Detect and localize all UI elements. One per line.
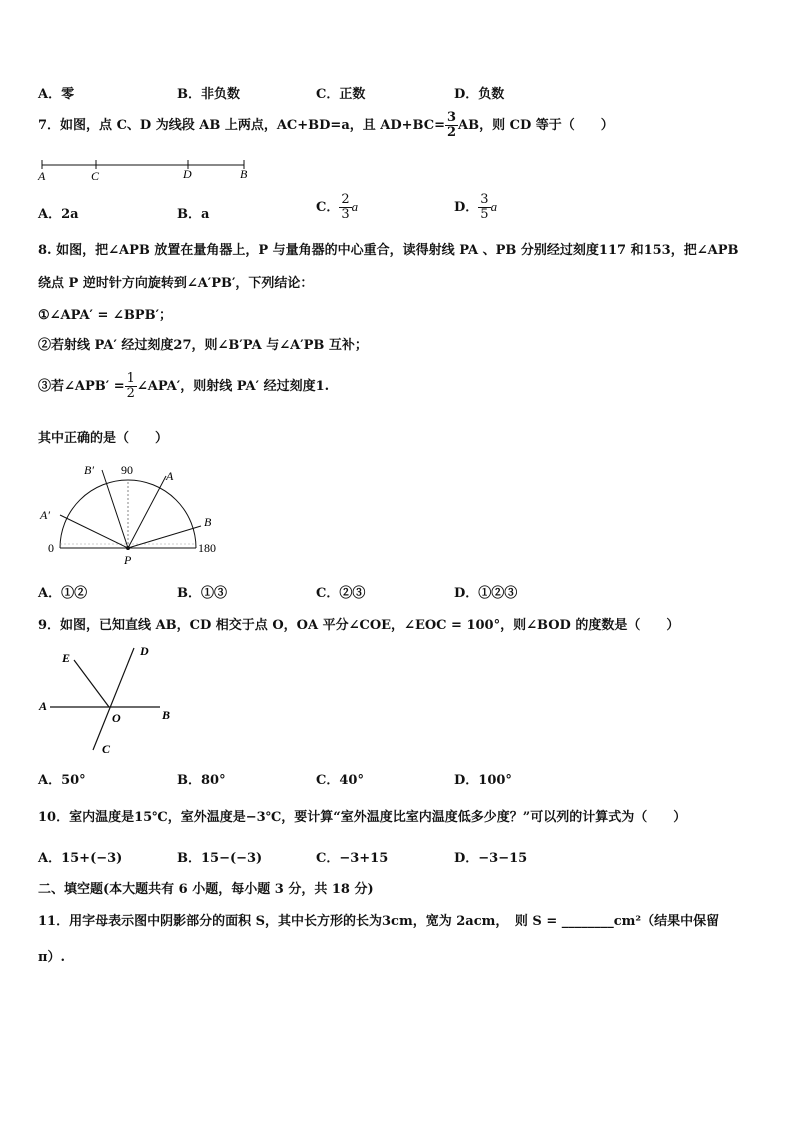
q7-option-c [316, 193, 358, 222]
center-point-p [126, 546, 130, 550]
q9-option-b: B．80° [177, 773, 226, 788]
q6-option-c: C．正数 [316, 87, 366, 102]
label-b-prime: B′ [84, 463, 94, 477]
q7-opt-d-var: a [490, 199, 498, 214]
q11-line1: 11．用字母表示图中阴影部分的面积 S，其中长方形的长为3cm，宽为 2acm， 则 S = ________cm²（结果中保留 [38, 914, 720, 929]
q8-option-d: D．①②③ [454, 586, 518, 601]
q7-opt-d-den: 5 [480, 207, 489, 222]
ray-pa [128, 476, 166, 548]
label-b: B [162, 708, 171, 722]
label-b: B [204, 515, 212, 529]
q7-opt-c-den: 3 [341, 207, 350, 222]
q8-conclusion-2: ②若射线 PA′ 经过刻度27，则∠B′PA 与∠A′PB 互补； [38, 338, 368, 353]
label-b: B [240, 167, 248, 181]
line-cd [93, 648, 134, 750]
ray-pb-prime [102, 470, 128, 548]
q8-option-a: A．①② [38, 586, 88, 601]
q8-option-c: C．②③ [316, 586, 366, 601]
q7-opt-d-num: 3 [480, 192, 489, 207]
q8-option-b: B．①③ [177, 586, 227, 601]
q7-opt-c-num: 2 [341, 192, 350, 207]
label-o: O [112, 711, 121, 725]
q8-c3-num: 1 [126, 371, 135, 386]
q7-frac-den: 2 [447, 125, 457, 140]
ray-pb [128, 526, 201, 548]
label-d: D [183, 167, 192, 181]
ray-oe [74, 660, 109, 707]
label-d: D [140, 644, 149, 658]
q10-stem: 10．室内温度是15℃，室外温度是−3℃，要计算“室外温度比室内温度低多少度？”可以列的计算式为（ ） [38, 810, 687, 825]
label-0: 0 [48, 541, 54, 555]
q10-option-a: A．15+(−3) [38, 851, 123, 866]
q7-option-a: A．2a [38, 207, 79, 222]
q7-frac-num: 3 [447, 110, 457, 125]
q7-stem [38, 111, 614, 140]
q7-stem-a: 7．如图，点 C、D 为线段 AB 上两点，AC+BD=a，且 AD+BC= [38, 118, 445, 133]
q8-c3-a: ③若∠APB′ = [38, 379, 125, 394]
q9-lines-figure [36, 640, 186, 760]
q7-option-b: B．a [177, 207, 210, 222]
label-a-prime: A′ [40, 508, 50, 522]
q8-c3-den: 2 [126, 386, 135, 401]
q9-option-a: A．50° [38, 773, 86, 788]
label-p: P [124, 553, 132, 567]
q8-conclusion-1: ①∠APA′ = ∠BPB′； [38, 308, 172, 323]
q7-opt-c-frac [339, 193, 351, 222]
label-90: 90 [121, 463, 133, 477]
q8-line1: 8. 如图，把∠APB 放置在量角器上，P 与量角器的中心重合，读得射线 PA 、PB 分别经过刻度117 和153，把∠APB [38, 243, 739, 258]
q7-segment-figure [34, 155, 264, 185]
q10-option-b: B．15−(−3) [177, 851, 263, 866]
protractor-figure [38, 458, 238, 570]
q9-stem: 9．如图，已知直线 AB，CD 相交于点 O，OA 平分∠COE，∠EOC = 100°，则∠BOD 的度数是（ ） [38, 618, 680, 633]
q7-option-d [454, 193, 497, 222]
q7-opt-c-var: a [351, 199, 359, 214]
label-180: 180 [198, 541, 216, 555]
q6-option-d: D．负数 [454, 87, 505, 102]
q7-opt-d-prefix: D． [454, 200, 479, 215]
q10-option-c: C．−3+15 [316, 851, 389, 866]
section-2-heading: 二、填空题(本大题共有 6 小题，每小题 3 分，共 18 分) [38, 882, 374, 897]
q8-c3-b: ∠APA′，则射线 PA′ 经过刻度1. [136, 379, 330, 394]
label-e: E [62, 651, 71, 665]
q7-opt-c-prefix: C． [316, 200, 340, 215]
q7-opt-d-frac [478, 193, 490, 222]
label-a: A [39, 699, 48, 713]
label-c: C [102, 742, 111, 756]
q6-option-b: B．非负数 [177, 87, 240, 102]
q8-ask: 其中正确的是（ ） [38, 431, 169, 446]
q7-fraction [445, 111, 458, 140]
q9-option-c: C．40° [316, 773, 364, 788]
label-a: A [38, 169, 46, 183]
label-c: C [91, 169, 100, 183]
q8-line2: 绕点 P 逆时针方向旋转到∠A′PB′，下列结论： [38, 276, 314, 291]
q8-conclusion-3 [38, 372, 329, 401]
q8-c3-frac [125, 372, 137, 401]
q9-option-d: D．100° [454, 773, 512, 788]
q10-option-d: D．−3−15 [454, 851, 528, 866]
q6-option-a: A．零 [38, 87, 75, 102]
q7-stem-b: AB，则 CD 等于（ ） [458, 118, 614, 133]
ray-pa-prime [60, 515, 128, 548]
q11-line2: π）. [38, 950, 66, 965]
label-a: A [166, 469, 174, 483]
